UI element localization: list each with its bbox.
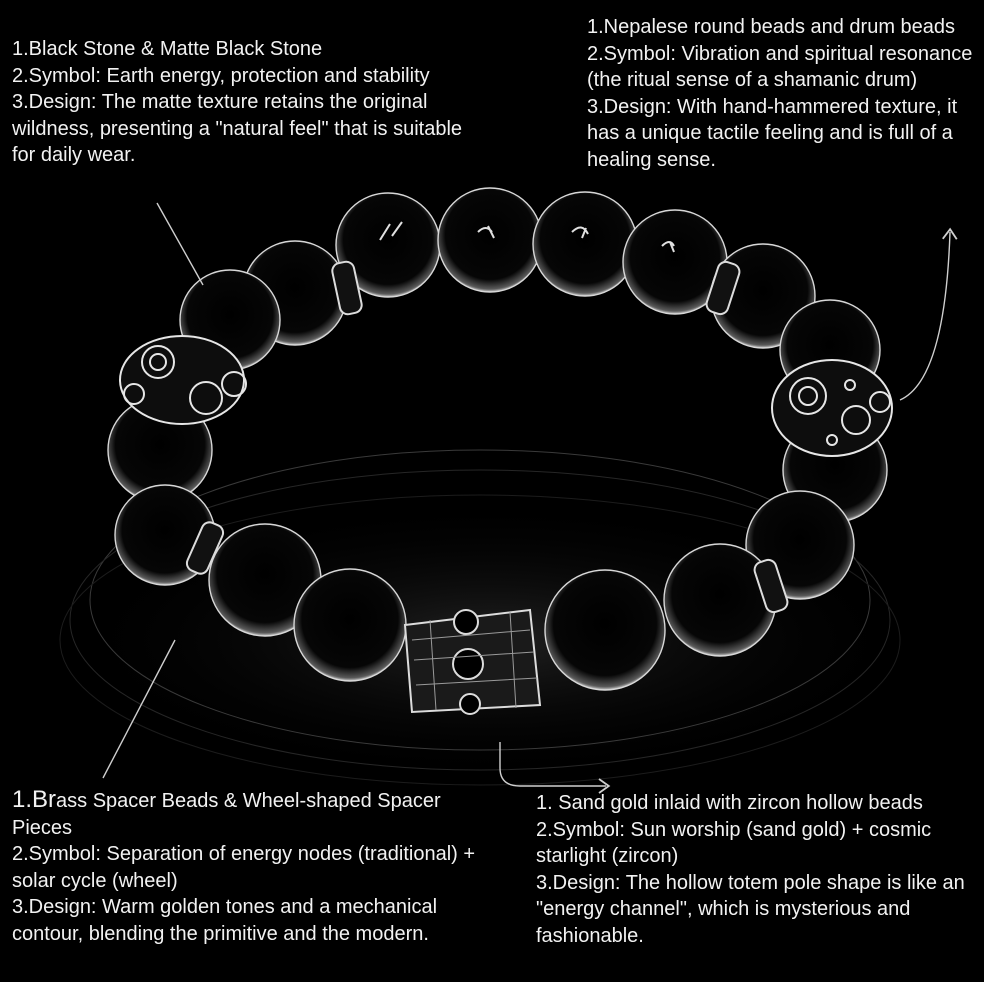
annotation-line: 2.Symbol: Sun worship (sand gold) + cosmic starlight (zircon) xyxy=(536,818,932,867)
annotation-line: 1.Nepalese round beads and drum beads xyxy=(587,16,956,38)
annotation-brass-spacers xyxy=(12,787,482,947)
annotation-line: 2.Symbol: Earth energy, protection and stability xyxy=(12,64,430,87)
arrow-top-right xyxy=(900,232,950,400)
annotation-nepalese-beads xyxy=(587,14,977,173)
bead xyxy=(545,570,665,690)
bead xyxy=(438,188,542,292)
annotation-line: 2.Symbol: Vibration and spiritual resonance (the ritual sense of a shamanic drum) xyxy=(587,42,973,91)
annotation-zircon-beads xyxy=(536,790,976,949)
annotation-line xyxy=(12,787,482,841)
leader-line-top-left xyxy=(157,203,203,285)
annotation-line: 3.Design: With hand-hammered texture, it has a unique tactile feeling and is full of a healing sense. xyxy=(587,95,958,171)
zircon-barrel-bead xyxy=(405,610,540,714)
annotation-line: 1. Sand gold inlaid with zircon hollow beads xyxy=(536,792,923,814)
drum-bead-right xyxy=(772,360,892,456)
annotation-rest: ass Spacer Beads & Wheel-shaped Spacer Pieces xyxy=(12,790,441,839)
bead xyxy=(533,192,637,296)
annotation-lead: 1.Br xyxy=(12,786,57,813)
annotation-black-stone xyxy=(12,36,482,169)
annotation-line: 3.Design: The matte texture retains the original wildness, presenting a "natural feel" that is suitable for daily wear. xyxy=(12,91,463,166)
annotation-line: 2.Symbol: Separation of energy nodes (traditional) + solar cycle (wheel) xyxy=(12,843,476,892)
annotation-line: 3.Design: The hollow totem pole shape is like an "energy channel", which is mysterious and fashionable. xyxy=(536,871,965,947)
bead xyxy=(294,569,406,681)
annotation-line: 1.Black Stone & Matte Black Stone xyxy=(12,38,323,60)
drum-bead-left xyxy=(120,336,246,424)
annotation-line: 3.Design: Warm golden tones and a mechanical contour, blending the primitive and the modern. xyxy=(12,896,438,945)
bead xyxy=(664,544,776,656)
